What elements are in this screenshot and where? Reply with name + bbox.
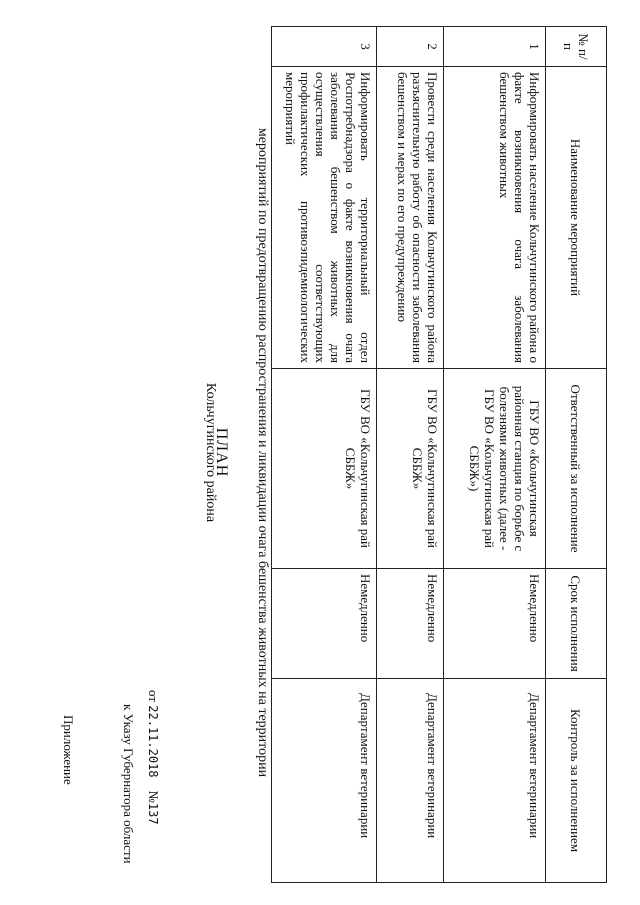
column-header: № п/п bbox=[546, 27, 607, 67]
deadline: Немедленно bbox=[444, 569, 546, 679]
row-number: 3 bbox=[272, 27, 377, 67]
decree-reference: к Указу Губернатора области bbox=[121, 704, 136, 864]
column-header: Контроль за исполнением bbox=[546, 679, 607, 883]
row-number: 1 bbox=[444, 27, 546, 67]
appendix-label: Приложение bbox=[61, 715, 76, 785]
responsible-party: ГБУ ВО «Кольчугинская рай СББЖ» bbox=[377, 369, 444, 569]
table-row bbox=[272, 27, 377, 883]
plan-table bbox=[271, 26, 607, 883]
plan-title: ПЛАН bbox=[213, 427, 230, 478]
decree-date-line bbox=[145, 690, 161, 825]
activity-name: Информировать территориальный отдел Роспотребнадзора о факте возникновения очага заболевания бешенством животных для осуществления соответствующих профилактических противоэпидемиологических мероприятий bbox=[272, 67, 377, 369]
table-header-row bbox=[546, 27, 607, 883]
deadline: Немедленно bbox=[272, 569, 377, 679]
number-sign: № bbox=[146, 790, 161, 803]
decree-date: 22.11.2018 bbox=[146, 705, 160, 778]
column-header: Наименование мероприятий bbox=[546, 67, 607, 369]
table-row bbox=[444, 27, 546, 883]
responsible-party: ГБУ ВО «Кольчугинская рай СББЖ» bbox=[272, 369, 377, 569]
activity-name: Провести среди населения Кольчугинского района разъяснительную работу об опасности заболевания бешенством и мерах по его предупреждению bbox=[377, 67, 444, 369]
activity-name: Информировать население Кольчугинского района о факте возникновения очага заболевания бешенством животных bbox=[444, 67, 546, 369]
plan-territory: Кольчугинского района bbox=[203, 382, 218, 523]
control-authority: Департамент ветеринарии bbox=[272, 679, 377, 883]
table-row bbox=[377, 27, 444, 883]
column-header: Ответственный за исполнение bbox=[546, 369, 607, 569]
column-header: Срок исполнения bbox=[546, 569, 607, 679]
responsible-party: ГБУ ВО «Кольчугинская районная станция по борьбе с болезнями животных (далее - ГБУ ВО «Кольчугинская рай СББЖ») bbox=[444, 369, 546, 569]
row-number: 2 bbox=[377, 27, 444, 67]
date-prefix: от bbox=[146, 690, 161, 703]
deadline: Немедленно bbox=[377, 569, 444, 679]
control-authority: Департамент ветеринарии bbox=[444, 679, 546, 883]
control-authority: Департамент ветеринарии bbox=[377, 679, 444, 883]
decree-number: 137 bbox=[146, 802, 160, 825]
plan-subtitle: мероприятий по предотвращению распространения и ликвидации очага бешенства животных на территории bbox=[255, 127, 270, 778]
